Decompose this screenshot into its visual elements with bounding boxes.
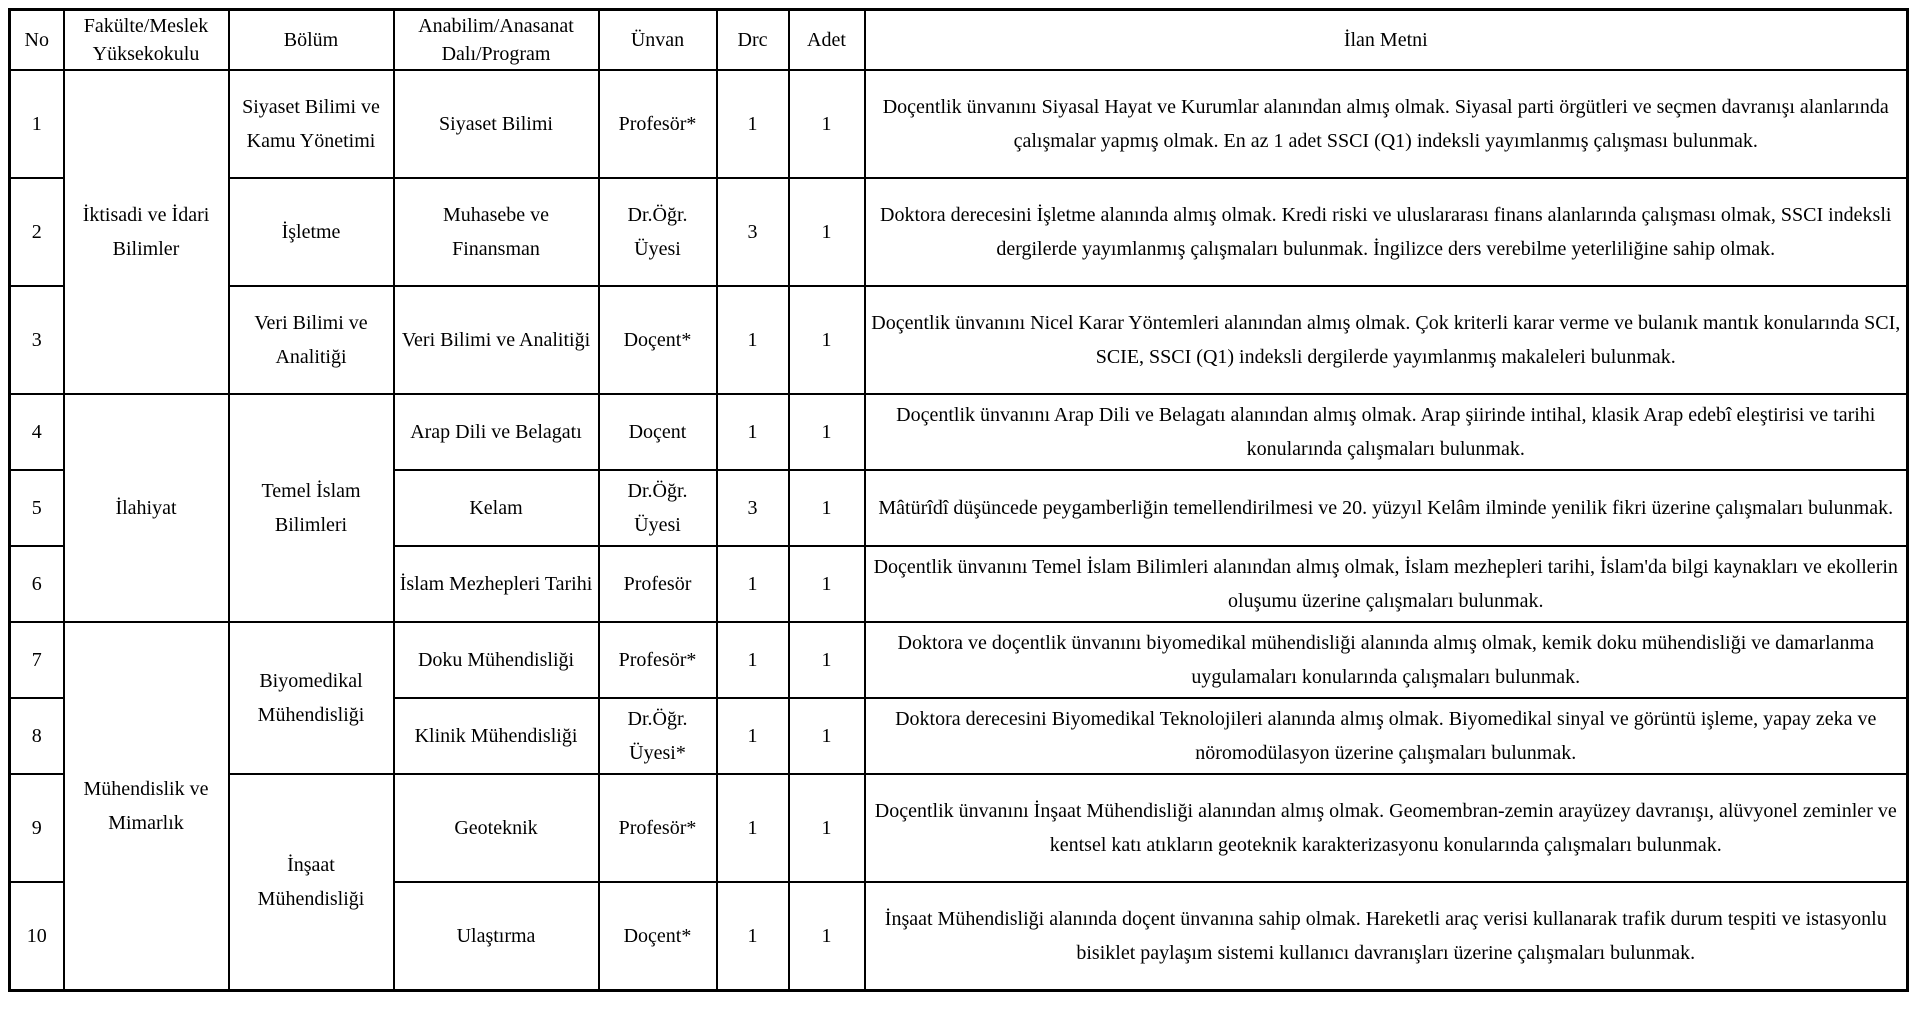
announcement-cell: Doçentlik ünvanını Temel İslam Bilimleri alanından almış olmak, İslam mezhepleri tarihi, İslam'da bilgi kaynakları ve ekollerin oluşumu üzerine çalışmaları bulunmak.: [865, 546, 1908, 622]
degree-cell: 3: [717, 470, 789, 546]
no-cell: 8: [10, 698, 64, 774]
announcement-cell: Doçentlik ünvanını Arap Dili ve Belagatı alanından almış olmak. Arap şiirinde intihal, klasik Arap edebî eleştirisi ve tarihi konularında çalışmaları bulunmak.: [865, 394, 1908, 470]
table-row: [10, 70, 1908, 178]
count-cell: 1: [789, 546, 865, 622]
department-cell: Biyomedikal Mühendisliği: [229, 622, 394, 774]
header-announcement: İlan Metni: [865, 10, 1908, 71]
department-cell: İnşaat Mühendisliği: [229, 774, 394, 990]
faculty-cell: Mühendislik ve Mimarlık: [64, 622, 229, 990]
header-row: [10, 10, 1908, 71]
table-row: [10, 774, 1908, 882]
rank-cell: Profesör*: [599, 622, 717, 698]
announcement-cell: Doktora derecesini İşletme alanında almış olmak. Kredi riski ve uluslararası finans alanlarında çalışması olmak, SSCI indeksli dergilerde yayımlanmış çalışmaları bulunmak. İngilizce ders verebilme yeterliliğine sahip olmak.: [865, 178, 1908, 286]
count-cell: 1: [789, 774, 865, 882]
department-cell: Temel İslam Bilimleri: [229, 394, 394, 622]
degree-cell: 1: [717, 286, 789, 394]
count-cell: 1: [789, 70, 865, 178]
header-degree: Drc: [717, 10, 789, 71]
rank-cell: Profesör*: [599, 774, 717, 882]
program-cell: Siyaset Bilimi: [394, 70, 599, 178]
header-faculty: Fakülte/Meslek Yüksekokulu: [64, 10, 229, 71]
count-cell: 1: [789, 622, 865, 698]
rank-cell: Doçent*: [599, 286, 717, 394]
degree-cell: 1: [717, 70, 789, 178]
no-cell: 1: [10, 70, 64, 178]
rank-cell: Dr.Öğr. Üyesi*: [599, 698, 717, 774]
count-cell: 1: [789, 178, 865, 286]
count-cell: 1: [789, 882, 865, 990]
rank-cell: Profesör*: [599, 70, 717, 178]
count-cell: 1: [789, 394, 865, 470]
header-program: Anabilim/Anasanat Dalı/Program: [394, 10, 599, 71]
program-cell: Geoteknik: [394, 774, 599, 882]
rank-cell: Doçent*: [599, 882, 717, 990]
department-cell: İşletme: [229, 178, 394, 286]
faculty-cell: İktisadi ve İdari Bilimler: [64, 70, 229, 394]
count-cell: 1: [789, 470, 865, 546]
count-cell: 1: [789, 286, 865, 394]
department-cell: Siyaset Bilimi ve Kamu Yönetimi: [229, 70, 394, 178]
program-cell: Klinik Mühendisliği: [394, 698, 599, 774]
program-cell: İslam Mezhepleri Tarihi: [394, 546, 599, 622]
announcement-cell: Doktora ve doçentlik ünvanını biyomedikal mühendisliği alanında almış olmak, kemik doku mühendisliği ve damarlanma uygulamaları konularında çalışmaları bulunmak.: [865, 622, 1908, 698]
announcement-cell: Mâtürîdî düşüncede peygamberliğin temellendirilmesi ve 20. yüzyıl Kelâm ilminde yenilik fikri üzerine çalışmaları bulunmak.: [865, 470, 1908, 546]
degree-cell: 1: [717, 622, 789, 698]
count-cell: 1: [789, 698, 865, 774]
program-cell: Muhasebe ve Finansman: [394, 178, 599, 286]
no-cell: 4: [10, 394, 64, 470]
no-cell: 10: [10, 882, 64, 990]
header-department: Bölüm: [229, 10, 394, 71]
rank-cell: Dr.Öğr. Üyesi: [599, 178, 717, 286]
header-rank: Ünvan: [599, 10, 717, 71]
no-cell: 7: [10, 622, 64, 698]
rank-cell: Dr.Öğr. Üyesi: [599, 470, 717, 546]
announcement-cell: Doktora derecesini Biyomedikal Teknolojileri alanında almış olmak. Biyomedikal sinyal ve görüntü işleme, yapay zeka ve nöromodülasyon üzerine çalışmaları bulunmak.: [865, 698, 1908, 774]
no-cell: 9: [10, 774, 64, 882]
program-cell: Kelam: [394, 470, 599, 546]
announcement-cell: İnşaat Mühendisliği alanında doçent ünvanına sahip olmak. Hareketli araç verisi kullanarak trafik durum tespiti ve istasyonlu bisiklet paylaşım sistemi kullanıcı davranışları üzerine çalışmaları bulunmak.: [865, 882, 1908, 990]
header-count: Adet: [789, 10, 865, 71]
rank-cell: Doçent: [599, 394, 717, 470]
degree-cell: 3: [717, 178, 789, 286]
table-row: [10, 622, 1908, 698]
announcement-cell: Doçentlik ünvanını İnşaat Mühendisliği alanından almış olmak. Geomembran-zemin arayüzey davranışı, alüvyonel zeminler ve kentsel katı atıkların geoteknik karakterizasyonu konularında çalışmaları bulunmak.: [865, 774, 1908, 882]
announcement-cell: Doçentlik ünvanını Siyasal Hayat ve Kurumlar alanından almış olmak. Siyasal parti örgütleri ve seçmen davranışı alanlarında çalışmalar yapmış olmak. En az 1 adet SSCI (Q1) indeksli yayımlanmış çalışması bulunmak.: [865, 70, 1908, 178]
no-cell: 3: [10, 286, 64, 394]
degree-cell: 1: [717, 698, 789, 774]
program-cell: Veri Bilimi ve Analitiği: [394, 286, 599, 394]
table-row: [10, 178, 1908, 286]
program-cell: Arap Dili ve Belagatı: [394, 394, 599, 470]
announcement-cell: Doçentlik ünvanını Nicel Karar Yöntemleri alanından almış olmak. Çok kriterli karar verme ve bulanık mantık konularında SCI, SCIE, SSCI (Q1) indeksli dergilerde yayımlanmış makaleleri bulunmak.: [865, 286, 1908, 394]
department-cell: Veri Bilimi ve Analitiği: [229, 286, 394, 394]
academic-positions-table: [8, 8, 1909, 992]
program-cell: Ulaştırma: [394, 882, 599, 990]
program-cell: Doku Mühendisliği: [394, 622, 599, 698]
no-cell: 2: [10, 178, 64, 286]
degree-cell: 1: [717, 546, 789, 622]
table-row: [10, 286, 1908, 394]
faculty-cell: İlahiyat: [64, 394, 229, 622]
rank-cell: Profesör: [599, 546, 717, 622]
no-cell: 6: [10, 546, 64, 622]
degree-cell: 1: [717, 394, 789, 470]
table-row: [10, 394, 1908, 470]
header-no: No: [10, 10, 64, 71]
no-cell: 5: [10, 470, 64, 546]
degree-cell: 1: [717, 882, 789, 990]
degree-cell: 1: [717, 774, 789, 882]
